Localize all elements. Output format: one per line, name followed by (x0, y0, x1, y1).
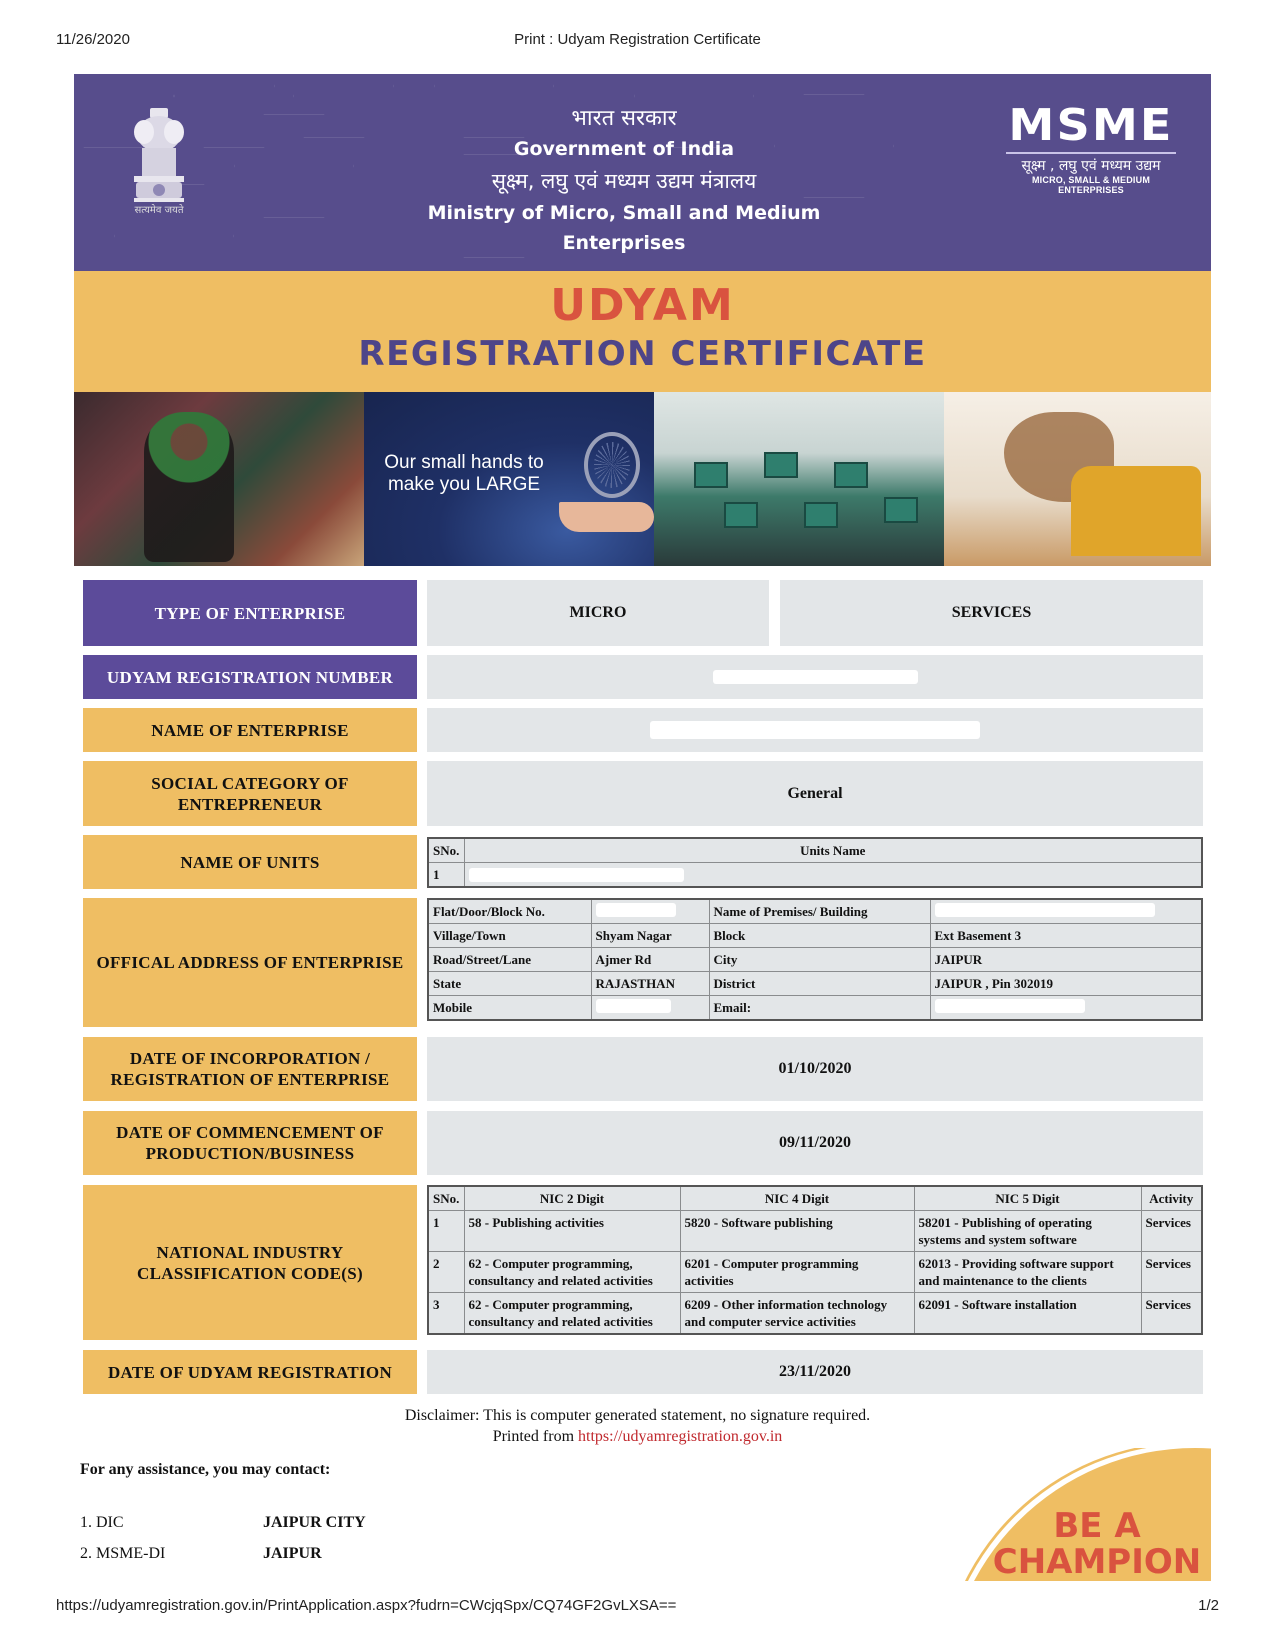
table-row (428, 948, 1202, 972)
address-value-redacted (591, 996, 709, 1021)
address-value: Ajmer Rd (591, 948, 709, 972)
assistance-heading: For any assistance, you may contact: (80, 1461, 331, 1478)
label-social-category: SOCIAL CATEGORY OF ENTREPRENEUR (83, 761, 417, 826)
nic-2digit: 62 - Computer programming, consultancy and related activities (464, 1252, 680, 1293)
row-official-address (83, 898, 1203, 1027)
disclaimer-text: Disclaimer: This is computer generated statement, no signature required. (404, 1407, 871, 1424)
ministry-english: Ministry of Micro, Small and Medium Enterprises (427, 202, 821, 254)
label-name-of-enterprise: NAME OF ENTERPRISE (83, 708, 417, 752)
print-date: 11/26/2020 (56, 31, 130, 48)
address-value-redacted (591, 899, 709, 924)
date-of-incorporation-value: 01/10/2020 (427, 1037, 1203, 1101)
address-key: Name of Premises/ Building (709, 899, 930, 924)
redacted-registration-number (713, 670, 918, 684)
nic-4digit: 5820 - Software publishing (680, 1211, 914, 1252)
address-table (427, 898, 1203, 1021)
national-emblem-icon (124, 104, 194, 214)
redacted-unit-name (469, 868, 684, 882)
unit-sno: 1 (428, 863, 464, 888)
label-type-of-enterprise: TYPE OF ENTERPRISE (83, 580, 417, 646)
unit-name (464, 863, 1202, 888)
table-row (428, 899, 1202, 924)
printed-from: Printed from https://udyamregistration.gov.in (492, 1428, 783, 1445)
nic-header-sno: SNo. (428, 1186, 464, 1211)
contact-type: 2. MSME-DI (80, 1545, 166, 1562)
nic-activity: Services (1141, 1252, 1202, 1293)
label-official-address: OFFICAL ADDRESS OF ENTERPRISE (83, 898, 417, 1027)
address-value: Ext Basement 3 (930, 924, 1202, 948)
units-table (427, 837, 1203, 888)
nic-header-4digit: NIC 4 Digit (680, 1186, 914, 1211)
label-date-of-commencement: DATE OF COMMENCEMENT OF PRODUCTION/BUSINESS (83, 1111, 417, 1175)
address-key: City (709, 948, 930, 972)
nic-table (427, 1185, 1203, 1335)
address-value: JAIPUR , Pin 302019 (930, 972, 1202, 996)
msme-hindi: सूक्ष्म , लघु एवं मध्यम उद्यम (1021, 158, 1161, 174)
table-row (428, 996, 1202, 1021)
nic-header-activity: Activity (1141, 1186, 1202, 1211)
nic-2digit: 62 - Computer programming, consultancy and related activities (464, 1293, 680, 1335)
row-nic-codes (83, 1185, 1203, 1340)
udyam-portal-link[interactable]: https://udyamregistration.gov.in (578, 1428, 783, 1445)
contact-office: JAIPUR (263, 1545, 322, 1562)
contact-office: JAIPUR CITY (263, 1514, 366, 1531)
address-key: Flat/Door/Block No. (428, 899, 591, 924)
table-row (428, 863, 1202, 888)
address-key: Email: (709, 996, 930, 1021)
contact-type: 1. DIC (80, 1514, 124, 1531)
hand-icon (559, 502, 654, 532)
enterprise-size-value: MICRO (427, 580, 769, 646)
msme-logo-icon: MSME (1008, 100, 1174, 151)
nic-sno: 2 (428, 1252, 464, 1293)
certificate-banner (74, 74, 1211, 566)
print-title: Print : Udyam Registration Certificate (514, 31, 761, 48)
certificate-title-band (74, 271, 1211, 392)
address-value: Shyam Nagar (591, 924, 709, 948)
page-number: 1/2 (1198, 1597, 1219, 1614)
nic-activity: Services (1141, 1293, 1202, 1335)
label-registration-number: UDYAM REGISTRATION NUMBER (83, 655, 417, 699)
banner-photo-strip (74, 392, 1211, 566)
row-registration-number (83, 655, 1203, 699)
row-date-of-udyam-registration (83, 1350, 1203, 1394)
registration-number-value (427, 655, 1203, 699)
office-photo (654, 392, 944, 566)
units-table-wrap (427, 837, 1203, 888)
label-name-of-units: NAME OF UNITS (83, 835, 417, 889)
address-value: RAJASTHAN (591, 972, 709, 996)
tagline-panel (364, 392, 654, 566)
social-category-value: General (427, 761, 1203, 826)
table-row (428, 1252, 1202, 1293)
row-social-category (83, 761, 1203, 826)
udyam-title: UDYAM (550, 280, 735, 331)
row-name-of-enterprise (83, 708, 1203, 752)
address-value-redacted (930, 899, 1202, 924)
ministry-hindi: सूक्ष्म, लघु एवं मध्यम उद्यम मंत्रालय (491, 169, 757, 193)
farm-photo (944, 392, 1211, 566)
contact-item (80, 1514, 366, 1532)
table-row (428, 924, 1202, 948)
gov-hindi: भारत सरकार (571, 106, 677, 131)
msme-english: MICRO, SMALL & MEDIUM ENTERPRISES (1031, 175, 1151, 195)
label-date-of-udyam-registration: DATE OF UDYAM REGISTRATION (83, 1350, 417, 1394)
be-a-champion-badge: BE A CHAMPION (945, 1448, 1211, 1581)
artisan-photo (74, 392, 364, 566)
print-footer-url: https://udyamregistration.gov.in/PrintApplication.aspx?fudrn=CWcjqSpx/CQ74GF2GvLXSA== (56, 1597, 677, 1614)
table-row (428, 1293, 1202, 1335)
nic-sno: 1 (428, 1211, 464, 1252)
label-date-of-incorporation: DATE OF INCORPORATION / REGISTRATION OF ENTERPRISE (83, 1037, 417, 1101)
date-of-commencement-value: 09/11/2020 (427, 1111, 1203, 1175)
row-date-of-incorporation (83, 1037, 1203, 1101)
nic-5digit: 58201 - Publishing of operating systems and system software (914, 1211, 1141, 1252)
emblem-motto: सत्यमेव जयते (134, 205, 184, 216)
redacted-enterprise-name (650, 721, 980, 739)
units-header-sno: SNo. (428, 838, 464, 863)
contact-item (80, 1545, 322, 1563)
disclaimer (0, 1405, 1275, 1447)
table-row (428, 1211, 1202, 1252)
nic-header-2digit: NIC 2 Digit (464, 1186, 680, 1211)
address-key: District (709, 972, 930, 996)
address-value-redacted (930, 996, 1202, 1021)
nic-table-wrap (427, 1185, 1203, 1335)
enterprise-activity-value: SERVICES (780, 580, 1203, 646)
row-name-of-units (83, 835, 1203, 889)
nic-5digit: 62091 - Software installation (914, 1293, 1141, 1335)
address-key: Mobile (428, 996, 591, 1021)
tagline: Our small hands to make you LARGE (384, 452, 544, 495)
address-key: Village/Town (428, 924, 591, 948)
nic-2digit: 58 - Publishing activities (464, 1211, 680, 1252)
government-title-block (374, 104, 874, 258)
nic-4digit: 6201 - Computer programming activities (680, 1252, 914, 1293)
table-row (428, 972, 1202, 996)
nic-sno: 3 (428, 1293, 464, 1335)
enterprise-name-value (427, 708, 1203, 752)
row-date-of-commencement (83, 1111, 1203, 1175)
address-key: Road/Street/Lane (428, 948, 591, 972)
chakra-wheel-icon (584, 432, 640, 498)
units-header-name: Units Name (464, 838, 1202, 863)
address-key: Block (709, 924, 930, 948)
date-of-udyam-registration-value: 23/11/2020 (427, 1350, 1203, 1394)
nic-5digit: 62013 - Providing software support and maintenance to the clients (914, 1252, 1141, 1293)
gov-english: Government of India (513, 138, 735, 160)
nic-header-5digit: NIC 5 Digit (914, 1186, 1141, 1211)
address-value: JAIPUR (930, 948, 1202, 972)
registration-certificate-title: REGISTRATION CERTIFICATE (358, 334, 927, 374)
address-table-wrap (427, 898, 1203, 1021)
row-type-of-enterprise (83, 580, 1203, 646)
government-header (74, 74, 1211, 271)
address-key: State (428, 972, 591, 996)
label-nic-codes: NATIONAL INDUSTRY CLASSIFICATION CODE(S) (83, 1185, 417, 1340)
msme-logo (1006, 100, 1176, 195)
nic-4digit: 6209 - Other information technology and computer service activities (680, 1293, 914, 1335)
nic-activity: Services (1141, 1211, 1202, 1252)
